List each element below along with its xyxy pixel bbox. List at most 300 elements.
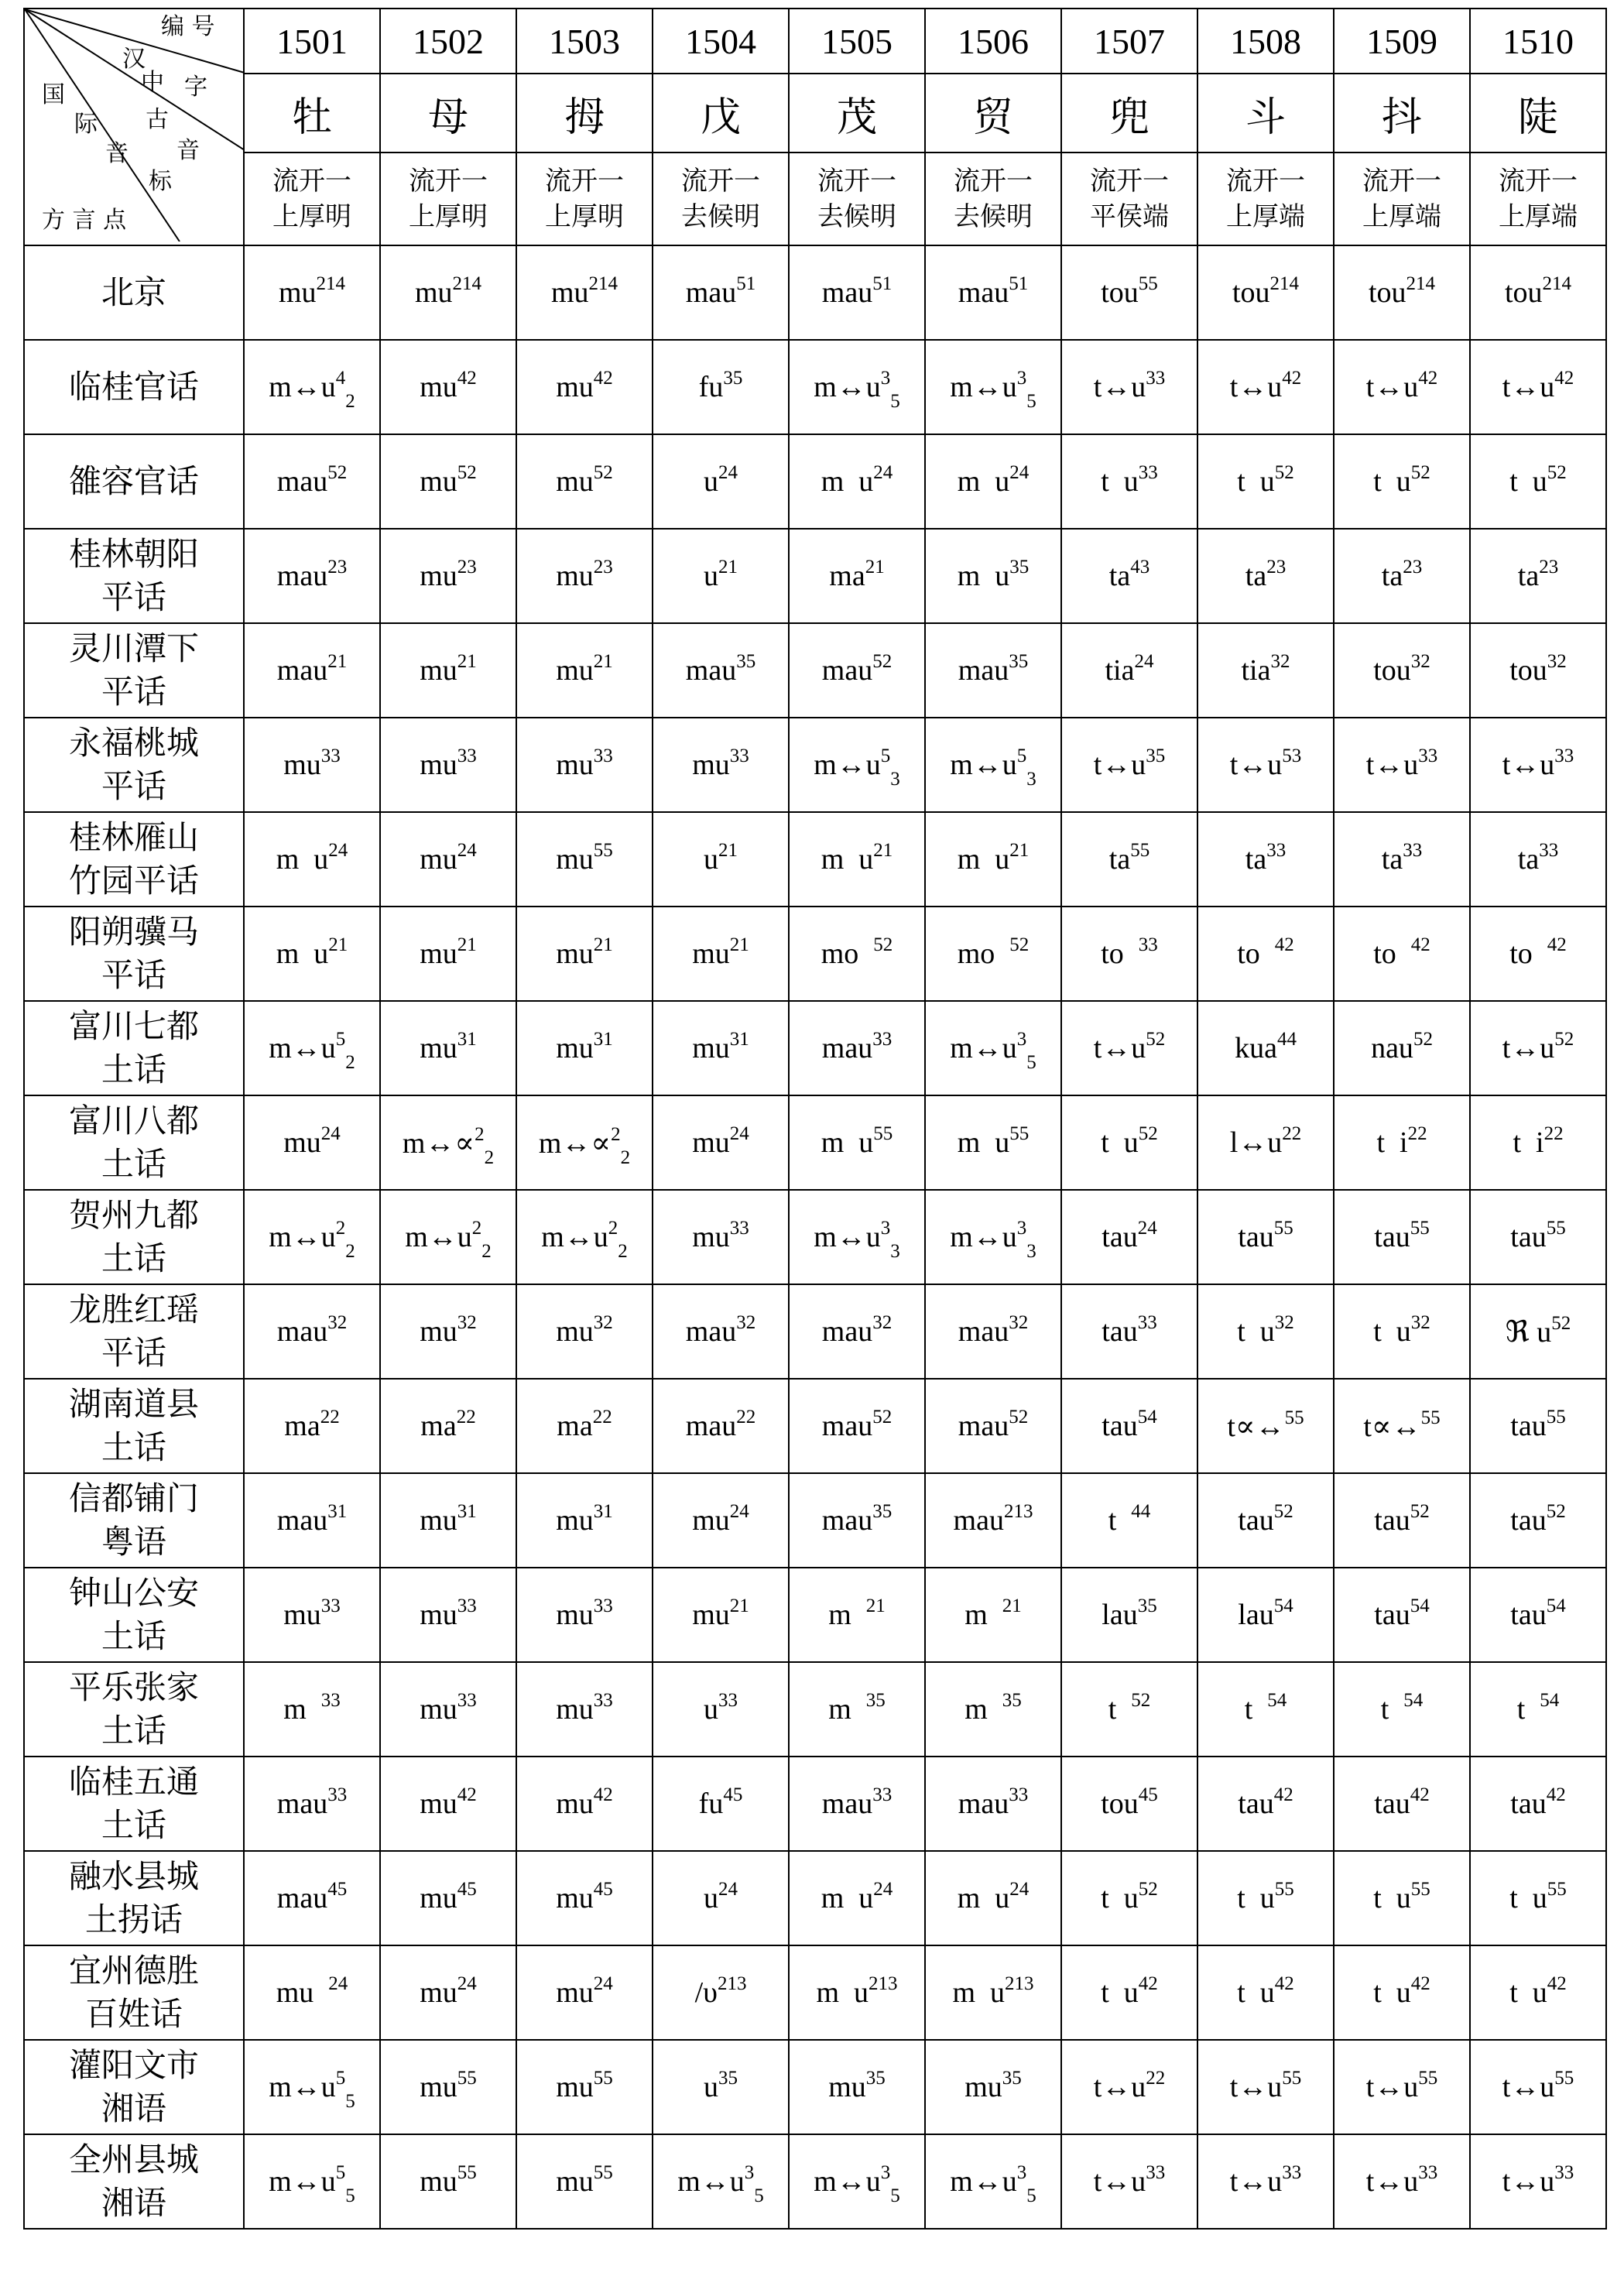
pronunciation-cell [516, 1662, 653, 1757]
column-character: 陡 [1470, 74, 1606, 153]
ipa-base: tau [1510, 1599, 1547, 1631]
dialect-location-line-2: 竹园平话 [68, 862, 199, 900]
pronunciation-cell [516, 623, 653, 718]
ipa-base: mu [420, 2165, 457, 2198]
corner-header-label: 方 言 点 [42, 207, 127, 234]
dialect-location-line-1: 临桂五通 [68, 1763, 199, 1801]
table-row [24, 1473, 1606, 1568]
dialect-location [24, 1757, 244, 1851]
tone-value: 45 [327, 1879, 348, 1900]
tone-value: 42 [1547, 934, 1567, 955]
dialect-location-line-2: 土话 [101, 1051, 166, 1088]
dialect-location-line-2: 土话 [101, 1145, 166, 1183]
tone-value: 52 [1146, 1029, 1166, 1050]
ipa-base: m [283, 1693, 321, 1726]
table-row [24, 2134, 1606, 2229]
ipa-base: l↔u [1229, 1126, 1283, 1159]
pronunciation-cell [380, 245, 516, 340]
pronunciation-cell [1197, 1662, 1334, 1757]
pronunciation-cell [244, 1001, 380, 1095]
ipa-base: mu [556, 1882, 594, 1914]
ipa-base: mu [556, 937, 594, 970]
pronunciation-cell [925, 1851, 1061, 1945]
pronunciation-cell [653, 812, 789, 907]
ipa-base: mau [276, 1787, 328, 1820]
column-middle-chinese [1334, 153, 1470, 245]
tone-value: 42 [593, 368, 613, 389]
tone-value: 24 [1009, 462, 1030, 483]
pronunciation-cell [925, 1284, 1061, 1379]
ipa-base: tou [1504, 276, 1543, 309]
dialect-location-line-2: 土话 [101, 1806, 166, 1844]
tone-value: 52 [1551, 1312, 1571, 1334]
tone-value: 32 [1009, 1312, 1029, 1333]
pronunciation-cell [380, 907, 516, 1001]
dialect-location [24, 1284, 244, 1379]
pronunciation-cell [789, 434, 925, 529]
ipa-base: t u [1509, 1976, 1547, 2009]
tone-value: 23 [457, 557, 477, 578]
tone-value: 32 [736, 1312, 756, 1333]
ipa-base: tou [1373, 654, 1411, 687]
tone-value: 52 [1138, 1123, 1158, 1144]
tone-value: 21 [328, 934, 348, 955]
ipa-base: mau [958, 1787, 1009, 1820]
table-row [24, 1001, 1606, 1095]
tone-value: 32 [1274, 1312, 1294, 1333]
tone-value: 54 [1273, 1596, 1293, 1616]
pronunciation-cell [244, 812, 380, 907]
ipa-base: mau [276, 560, 328, 592]
pronunciation-cell [244, 1379, 380, 1473]
ipa-base: /υ [694, 1976, 718, 2009]
dialect-location-line-1: 融水县城 [68, 1857, 199, 1895]
ipa-base: m↔u [269, 2165, 336, 2198]
tone-value: 42 [1282, 368, 1302, 389]
column-middle-chinese [244, 153, 380, 245]
ipa-base: fu [698, 371, 724, 403]
ipa-base: nau [1371, 1032, 1413, 1064]
table-row [24, 340, 1606, 434]
tone-value: 3 [880, 368, 891, 389]
middle-chinese-line-2: 上厚端 [1499, 201, 1578, 232]
tone-value: 21 [729, 1596, 749, 1616]
ipa-base: mau [685, 1315, 737, 1348]
tone-value: 33 [593, 1596, 613, 1616]
tone-value: 55 [457, 2068, 477, 2089]
ipa-base: t↔u [1502, 749, 1555, 781]
pronunciation-cell [380, 1284, 516, 1379]
dialect-location-line-2: 土拐话 [84, 1901, 183, 1938]
ipa-base: t↔u [1229, 749, 1283, 781]
tone-value: 35 [1009, 557, 1030, 578]
ipa-base: u [704, 560, 718, 592]
pronunciation-cell [653, 718, 789, 812]
tone-value: 31 [327, 1501, 348, 1522]
ipa-base: t i [1513, 1126, 1544, 1159]
pronunciation-cell [244, 529, 380, 623]
middle-chinese-line-2: 上厚明 [409, 201, 488, 232]
tone-value: 35 [718, 2068, 738, 2089]
pronunciation-cell [789, 1851, 925, 1945]
tone-value: 32 [872, 1312, 893, 1333]
column-middle-chinese [516, 153, 653, 245]
pronunciation-cell [516, 907, 653, 1001]
ipa-base: lau [1238, 1599, 1274, 1631]
ipa-base: mu [556, 749, 594, 781]
table-row [24, 1190, 1606, 1284]
tone-value: 32 [1410, 651, 1430, 672]
ipa-base: mu [420, 1599, 457, 1631]
pronunciation-cell [1197, 340, 1334, 434]
tone-value: 21 [593, 934, 613, 955]
tone-value: 31 [593, 1029, 613, 1050]
tone-value: 21 [327, 651, 348, 672]
tone-value: 24 [729, 1501, 749, 1522]
tone-value: 33 [872, 1029, 893, 1050]
tone-subscript: 5 [1026, 1052, 1036, 1073]
table-row [24, 907, 1606, 1001]
ipa-base: to [1509, 937, 1547, 970]
ipa-base: to [1101, 937, 1139, 970]
tone-value: 3 [1016, 1029, 1027, 1050]
pronunciation-cell [516, 2134, 653, 2229]
pronunciation-cell [244, 1568, 380, 1662]
tone-subscript: 2 [481, 1241, 492, 1262]
pronunciation-cell [1470, 1757, 1606, 1851]
ipa-base: tau [1102, 1315, 1138, 1348]
ipa-base: u [704, 1882, 718, 1914]
pronunciation-cell [1197, 2134, 1334, 2229]
pronunciation-cell [516, 1473, 653, 1568]
pronunciation-cell [653, 529, 789, 623]
table-row [24, 1095, 1606, 1190]
ipa-base: mau [685, 1410, 737, 1442]
pronunciation-cell [1197, 1945, 1334, 2040]
tone-subscript: 2 [345, 1241, 355, 1262]
dialect-location-line-2: 土话 [101, 1617, 166, 1655]
pronunciation-cell [244, 1190, 380, 1284]
tone-value: 5 [335, 2068, 346, 2089]
ipa-base: m↔u [950, 2165, 1017, 2198]
ipa-base: mau [685, 276, 737, 309]
tone-value: 33 [320, 1596, 341, 1616]
pronunciation-cell [1334, 718, 1470, 812]
ipa-base: u [704, 2071, 718, 2103]
pronunciation-cell [789, 1190, 925, 1284]
pronunciation-cell [925, 1568, 1061, 1662]
pronunciation-cell [380, 812, 516, 907]
dialect-location [24, 2134, 244, 2229]
pronunciation-cell [380, 1473, 516, 1568]
tone-value: 52 [457, 462, 477, 483]
pronunciation-cell [1470, 1379, 1606, 1473]
ipa-base: m [828, 1599, 866, 1631]
ipa-base: mu [692, 1504, 730, 1537]
corner-header-label: 古 [146, 106, 169, 133]
ipa-base: mau [821, 1032, 873, 1064]
ipa-base: mu [420, 1032, 457, 1064]
pronunciation-cell [1197, 1473, 1334, 1568]
ipa-base: mau [685, 654, 737, 687]
ipa-base: ta [1381, 843, 1403, 876]
tone-value: 24 [1009, 1879, 1030, 1900]
ipa-base: t↔u [1229, 371, 1283, 403]
pronunciation-cell [653, 2040, 789, 2134]
pronunciation-cell [1197, 2040, 1334, 2134]
ipa-base: t↔u [1365, 371, 1419, 403]
tone-value: 52 [327, 462, 348, 483]
ipa-base: mu [556, 1976, 594, 2009]
tone-value: 24 [718, 462, 738, 483]
tone-value: 21 [593, 651, 613, 672]
tone-value: 214 [1406, 273, 1436, 294]
column-number: 1509 [1334, 9, 1470, 74]
ipa-base: mu [420, 654, 457, 687]
ipa-base: mu [556, 1504, 594, 1537]
pronunciation-cell [789, 623, 925, 718]
ipa-base: t u [1373, 465, 1411, 498]
pronunciation-cell [380, 2134, 516, 2229]
tone-subscript: 2 [345, 1052, 355, 1073]
ipa-base: mu [692, 1221, 730, 1253]
tone-value: 52 [1274, 462, 1294, 483]
dialect-location [24, 340, 244, 434]
ipa-base: m u [276, 843, 329, 876]
middle-chinese-line-2: 上厚端 [1226, 201, 1305, 232]
tone-value: 52 [1554, 1029, 1574, 1050]
ipa-base: tou [1368, 276, 1406, 309]
pronunciation-cell [1197, 718, 1334, 812]
column-number: 1501 [244, 9, 380, 74]
ipa-base: mau [821, 276, 873, 309]
pronunciation-cell [789, 1662, 925, 1757]
tone-value: 33 [457, 745, 477, 766]
ipa-base: m u [816, 1976, 869, 2009]
pronunciation-cell [925, 2040, 1061, 2134]
pronunciation-cell [516, 1945, 653, 2040]
ipa-base: m u [957, 1126, 1010, 1159]
tone-value: 55 [873, 1123, 893, 1144]
ipa-base: ta [1517, 560, 1540, 592]
tone-value: 33 [1138, 462, 1158, 483]
middle-chinese-line-2: 上厚明 [545, 201, 624, 232]
tone-value: 33 [729, 745, 749, 766]
pronunciation-cell [653, 434, 789, 529]
tone-subscript: 2 [620, 1146, 631, 1168]
pronunciation-cell [1470, 434, 1606, 529]
pronunciation-cell [653, 1662, 789, 1757]
ipa-base: lau [1102, 1599, 1138, 1631]
pronunciation-cell [653, 1757, 789, 1851]
ipa-base: t↔u [1093, 371, 1146, 403]
tone-value: 32 [1547, 651, 1567, 672]
ipa-base: m↔u [269, 2071, 336, 2103]
dialect-location-line-1: 阳朔骥马 [68, 913, 199, 951]
ipa-base: ta [1245, 843, 1267, 876]
tone-value: 33 [872, 1784, 893, 1805]
tone-value: 21 [729, 934, 749, 955]
pronunciation-cell [516, 434, 653, 529]
tone-value: 42 [593, 1784, 613, 1805]
pronunciation-cell [789, 1568, 925, 1662]
ipa-base: to [1373, 937, 1411, 970]
ipa-base: mau [958, 1315, 1009, 1348]
table-row [24, 1568, 1606, 1662]
tone-value: 44 [1276, 1029, 1297, 1050]
ipa-base: mu [283, 1599, 321, 1631]
ipa-base: ta [1517, 843, 1540, 876]
tone-value: 23 [593, 557, 613, 578]
ipa-base: t∝↔ [1363, 1410, 1421, 1443]
ipa-base: ta [1108, 843, 1131, 876]
tone-value: 23 [1266, 557, 1287, 578]
ipa-base: t u [1237, 465, 1275, 498]
middle-chinese-line-2: 上厚明 [272, 201, 351, 232]
tone-value: 55 [1410, 1218, 1430, 1239]
pronunciation-cell [1470, 2040, 1606, 2134]
ipa-base: tia [1241, 654, 1271, 687]
pronunciation-cell [516, 340, 653, 434]
pronunciation-cell [1334, 1945, 1470, 2040]
tone-value: 42 [457, 368, 477, 389]
ipa-base: t u [1509, 1882, 1547, 1914]
tone-value: 35 [736, 651, 756, 672]
column-character: 戊 [653, 74, 789, 153]
tone-value: 51 [872, 273, 893, 294]
ipa-base: mu [420, 843, 457, 876]
ipa-base: mu [556, 1315, 594, 1348]
tone-value: 33 [1009, 1784, 1029, 1805]
middle-chinese-line-1: 流开一 [1090, 166, 1169, 197]
table-row [24, 529, 1606, 623]
tone-value: 54 [1410, 1596, 1430, 1616]
tone-value: 42 [1410, 1973, 1430, 1994]
corner-header-label: 音 [176, 137, 200, 164]
pronunciation-cell [1470, 1473, 1606, 1568]
ipa-base: mu [420, 371, 457, 403]
column-character: 兜 [1061, 74, 1197, 153]
tone-value: 33 [457, 1690, 477, 1711]
tone-value: 24 [457, 840, 477, 861]
ipa-base: m u [821, 1126, 874, 1159]
pronunciation-cell [1470, 1284, 1606, 1379]
ipa-base: t [1244, 1693, 1268, 1726]
pronunciation-cell [1197, 245, 1334, 340]
pronunciation-cell [244, 623, 380, 718]
pronunciation-cell [1061, 2134, 1197, 2229]
dialect-location-line-1: 桂林朝阳 [68, 535, 199, 573]
tone-value: 3 [1016, 368, 1027, 389]
table-row [24, 1379, 1606, 1473]
tone-value: 54 [1267, 1690, 1287, 1711]
middle-chinese-line-1: 流开一 [954, 166, 1033, 197]
pronunciation-cell [1470, 1001, 1606, 1095]
tone-subscript: 3 [1026, 769, 1036, 790]
tone-value: 24 [328, 840, 348, 861]
pronunciation-cell [1061, 1662, 1197, 1757]
tone-value: 45 [723, 1784, 743, 1805]
corner-header-label: 际 [74, 111, 98, 138]
table-row [24, 812, 1606, 907]
tone-value: 42 [1418, 368, 1438, 389]
pronunciation-cell [925, 245, 1061, 340]
tone-value: 4 [335, 368, 346, 389]
tone-value: 33 [1282, 2162, 1302, 2183]
column-middle-chinese [1061, 153, 1197, 245]
ipa-base: tou [1232, 276, 1270, 309]
ipa-base: t↔u [1229, 2071, 1283, 2103]
pronunciation-cell [380, 529, 516, 623]
tone-value: 55 [1547, 1879, 1567, 1900]
ipa-base: m↔∝ [402, 1126, 475, 1160]
tone-value: 52 [1413, 1029, 1433, 1050]
dialect-location [24, 718, 244, 812]
ipa-base: t u [1237, 1882, 1275, 1914]
pronunciation-cell [925, 812, 1061, 907]
middle-chinese-line-2: 平侯端 [1090, 201, 1169, 232]
pronunciation-cell [516, 1379, 653, 1473]
tone-value: 33 [593, 745, 613, 766]
tone-value: 55 [1418, 2068, 1438, 2089]
tone-value: 55 [1274, 1879, 1294, 1900]
pronunciation-cell [789, 340, 925, 434]
tone-value: 21 [457, 934, 477, 955]
ipa-base: m↔u [677, 2165, 745, 2198]
ipa-base: mu [420, 1504, 457, 1537]
ipa-base: mu [283, 749, 321, 781]
pronunciation-cell [1470, 340, 1606, 434]
dialect-location-line-1: 灌阳文市 [68, 2046, 199, 2084]
tone-value: 23 [327, 557, 348, 578]
middle-chinese-line-1: 流开一 [817, 166, 896, 197]
ipa-base: mu [276, 1976, 329, 2009]
dialect-location-line-1: 贺州九都 [68, 1196, 199, 1234]
tone-value: 2 [471, 1218, 482, 1239]
tone-value: 21 [457, 651, 477, 672]
pronunciation-cell [516, 2040, 653, 2134]
middle-chinese-line-2: 去候明 [681, 201, 760, 232]
pronunciation-cell [380, 623, 516, 718]
tone-value: 55 [1009, 1123, 1030, 1144]
tone-value: 42 [1410, 934, 1430, 955]
dialect-location-line-2: 平话 [101, 956, 166, 994]
ipa-base: tau [1238, 1504, 1274, 1537]
corner-header-label: 国 [42, 81, 65, 108]
ipa-base: mu [556, 560, 594, 592]
dialect-location [24, 1095, 244, 1190]
ipa-base: t↔u [1093, 749, 1146, 781]
middle-chinese-line-1: 流开一 [1226, 166, 1305, 197]
tone-value: 21 [873, 840, 893, 861]
table-row [24, 623, 1606, 718]
pronunciation-cell [380, 1001, 516, 1095]
dialect-location-line-2: 平话 [101, 767, 166, 805]
pronunciation-cell [1334, 1095, 1470, 1190]
pronunciation-cell [789, 245, 925, 340]
ipa-base: ta [1381, 560, 1403, 592]
tone-value: 3 [880, 1218, 891, 1239]
tone-value: 52 [1273, 1501, 1293, 1522]
pronunciation-cell [1061, 718, 1197, 812]
dialect-location [24, 245, 244, 340]
tone-value: 22 [1543, 1123, 1564, 1144]
ipa-base: t↔u [1502, 2165, 1555, 2198]
tone-value: 52 [872, 1407, 893, 1428]
tone-value: 35 [1146, 745, 1166, 766]
tone-value: 24 [457, 1973, 477, 1994]
ipa-base: kua [1235, 1032, 1277, 1064]
